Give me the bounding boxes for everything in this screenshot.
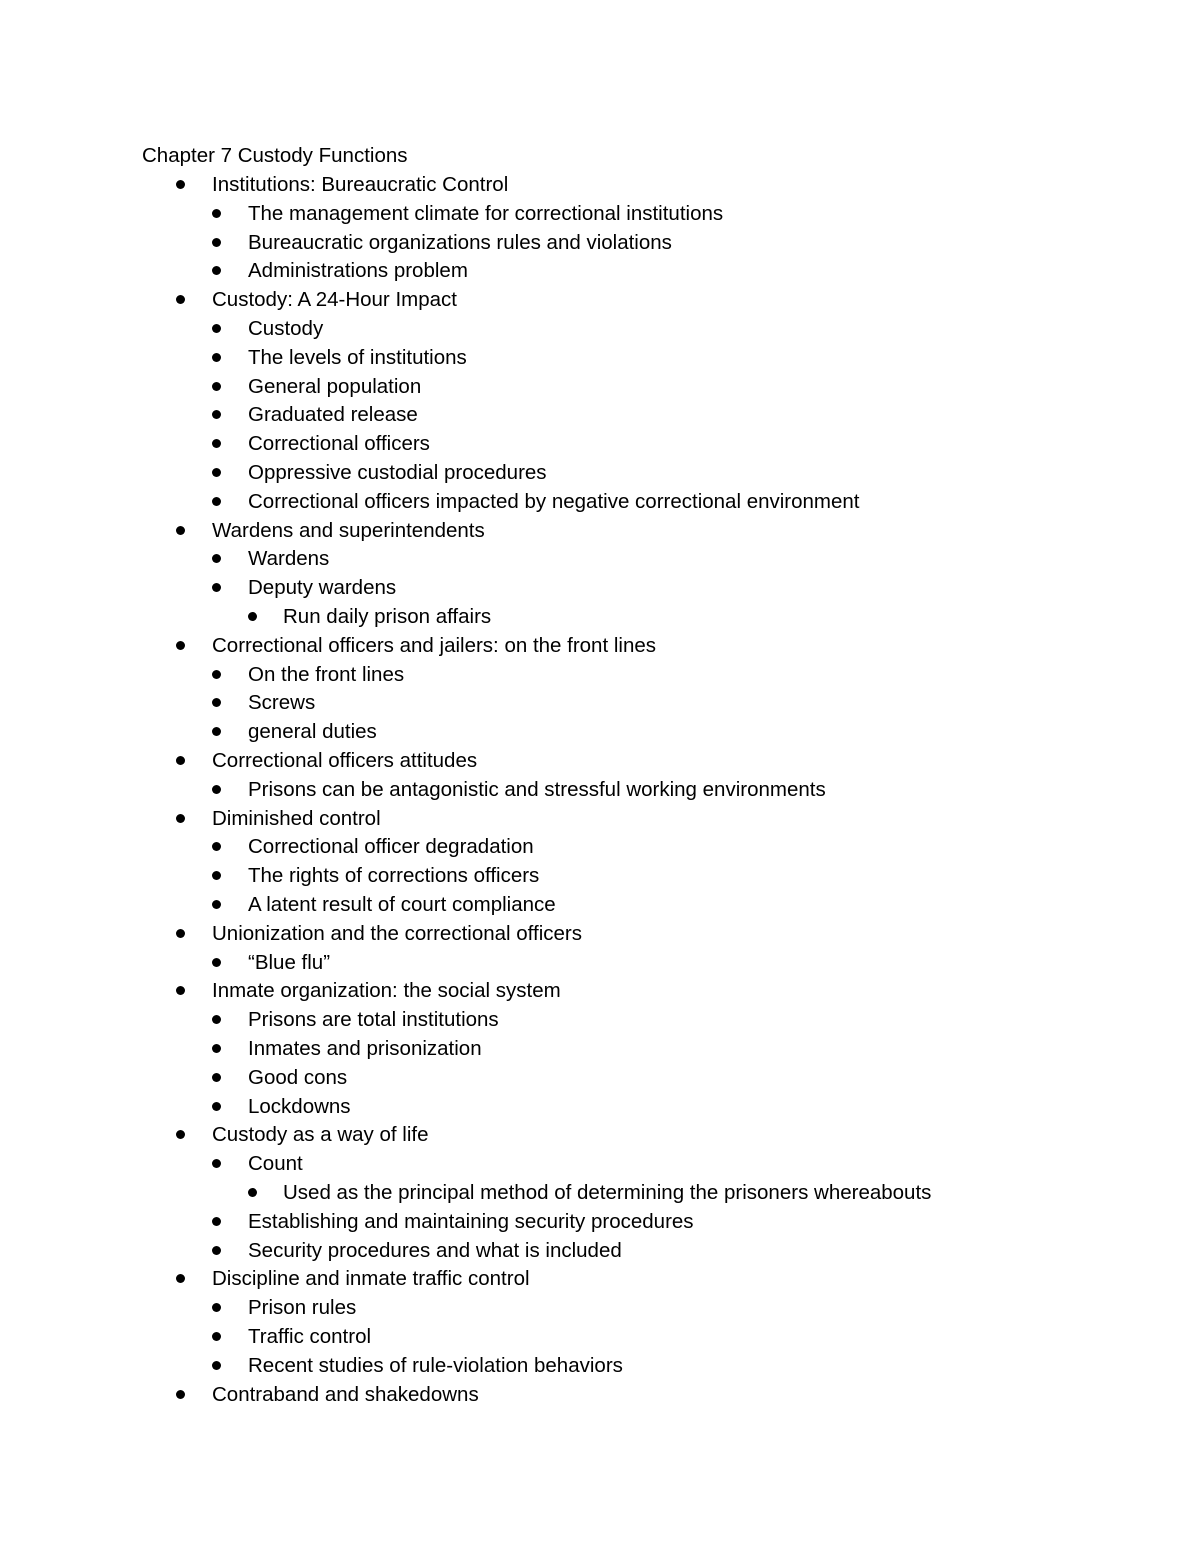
list-item-text: Contraband and shakedowns [212,1382,479,1406]
bullet-icon [212,1332,221,1341]
bullet-icon [212,410,221,419]
list-item-text: Correctional officers and jailers: on the front lines [212,633,657,657]
list-item-text: Prisons can be antagonistic and stressful working environments [248,777,826,801]
list-item-text: Correctional officers [248,432,430,456]
list-item-text: Bureaucratic organizations rules and violations [248,230,672,254]
bullet-icon [212,1159,221,1168]
list-item-text: Unionization and the correctional officers [212,921,582,945]
bullet-icon [212,209,221,218]
bullet-icon [212,382,221,391]
list-item-text: Inmates and prisonization [248,1037,482,1060]
list-item-text: The rights of corrections officers [248,864,540,888]
bullet-icon [212,727,221,736]
bullet-icon [212,266,221,275]
list-item-text: Used as the principal method of determining the prisoners whereabouts [283,1181,932,1204]
bullet-icon [176,756,185,765]
bullet-icon [212,353,221,362]
list-item-text: Count [248,1152,303,1176]
page-title: Chapter 7 Custody Functions [142,144,408,167]
list-item-text: A latent result of court compliance [248,893,556,916]
list-item-text: On the front lines [248,662,405,686]
bullet-icon [212,785,221,794]
bullet-icon [248,1188,257,1197]
bullet-icon [212,468,221,477]
bullet-icon [212,1015,221,1024]
list-item-text: Establishing and maintaining security procedures [248,1209,694,1233]
bullet-icon [212,1217,221,1226]
bullet-icon [248,612,257,621]
bullet-icon [176,986,185,995]
bullet-icon [212,324,221,333]
list-item-text: Wardens and superintendents [212,518,485,542]
list-item-text: Diminished control [212,806,381,830]
bullet-icon [212,554,221,563]
bullet-icon [212,583,221,592]
list-item-text: Institutions: Bureaucratic Control [212,173,509,196]
bullet-icon [212,842,221,851]
bullet-icon [212,1044,221,1053]
bullet-icon [212,1246,221,1255]
bullet-icon [176,641,185,650]
list-item-text: Graduated release [248,403,418,427]
list-item-text: Discipline and inmate traffic control [212,1267,530,1291]
list-item-text: Wardens [248,547,330,571]
list-item-text: Correctional officer degradation [248,835,534,859]
bullet-icon [212,871,221,880]
list-item-text: Good cons [248,1065,348,1089]
list-item-text: Deputy wardens [248,576,397,600]
bullet-icon [212,1303,221,1312]
bullet-icon [212,439,221,448]
list-item-text: The management climate for correctional institutions [248,201,724,225]
bullet-icon [212,698,221,707]
list-item-text: Traffic control [248,1325,372,1348]
list-item-text: Security procedures and what is included [248,1238,622,1262]
list-item-text: Run daily prison affairs [283,605,492,628]
bullet-icon [176,180,185,189]
bullet-icon [212,958,221,967]
list-item-text: Lockdowns [248,1094,351,1118]
list-item-text: Prison rules [248,1296,357,1320]
bullet-icon [212,1361,221,1370]
bullet-icon [176,814,185,823]
list-item-text: general duties [248,720,377,744]
list-item-text: Custody [248,317,324,340]
list-item-text: Prisons are total institutions [248,1008,499,1032]
bullet-icon [176,1390,185,1399]
list-item-text: Inmate organization: the social system [212,979,561,1003]
list-item-text: Administrations problem [248,259,468,283]
list-item-text: Custody as a way of life [212,1123,429,1147]
list-item-text: Correctional officers impacted by negative correctional environment [248,489,860,513]
list-item-text: Custody: A 24-Hour Impact [212,288,457,312]
list-item-text: Oppressive custodial procedures [248,461,547,484]
bullet-icon [176,929,185,938]
list-item-text: Correctional officers attitudes [212,749,478,772]
list-item-text: Screws [248,691,316,715]
list-item-text: General population [248,374,422,398]
bullet-icon [212,670,221,679]
bullet-icon [176,295,185,304]
bullet-icon [212,238,221,247]
bullet-icon [212,1073,221,1082]
list-item-text: The levels of institutions [248,345,467,369]
bullet-icon [212,900,221,909]
bullet-icon [212,1102,221,1111]
bullet-icon [176,526,185,535]
bullet-icon [212,497,221,506]
list-item-text: Recent studies of rule-violation behaviors [248,1353,623,1377]
list-item-text: “Blue flu” [248,950,331,974]
bullet-icon [176,1130,185,1139]
bullet-icon [176,1274,185,1283]
